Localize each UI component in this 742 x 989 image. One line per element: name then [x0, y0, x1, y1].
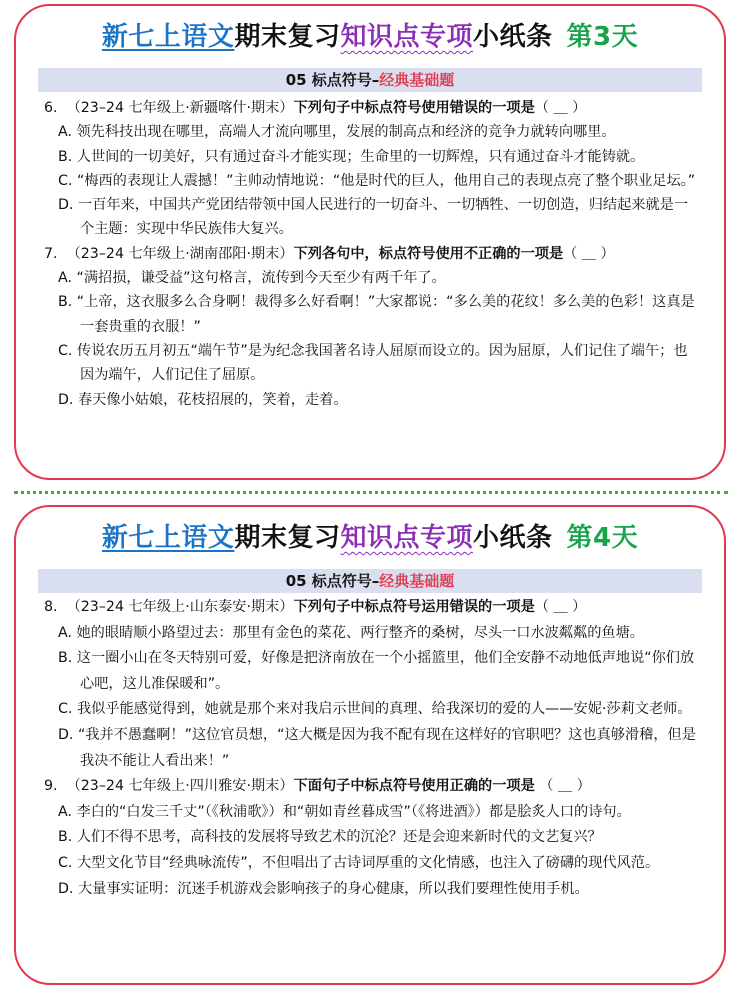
option-text: 传说农历五月初五“端午节”是为纪念我国著名诗人屈原而设立的。因为屈原，人们记住了端午；也因为端午，人们记住了屈原。	[76, 342, 688, 384]
option-c	[44, 851, 700, 877]
title-note: 小纸条	[472, 523, 553, 553]
question-number: 7.	[44, 245, 58, 262]
question-stem	[44, 774, 700, 800]
option-a	[44, 800, 700, 826]
section-prefix: 05 标点符号–	[285, 572, 380, 590]
option-text: 大型文化节目“经典咏流传”，不但唱出了古诗词厚重的文化情感，也注入了磅礴的现代风范。	[76, 854, 660, 871]
question-prompt: 下面句子中标点符号使用正确的一项是	[293, 778, 535, 795]
title-review: 期末复习	[234, 22, 341, 52]
option-label: C.	[58, 701, 73, 718]
option-label: A.	[58, 270, 72, 287]
option-label: D.	[58, 880, 74, 897]
answer-blank: （ ＿ ）	[534, 100, 587, 116]
option-text: “梅西的表现让人震撼！”主帅动情地说：“他是时代的巨人，他用自己的表现点亮了整个职业足坛。”	[76, 172, 696, 189]
question-stem	[44, 595, 700, 621]
option-text: 这一圈小山在冬天特别可爱，好像是把济南放在一个小摇篮里，他们全安静不动地低声地说“你们放心吧，这儿准保暖和”。	[76, 650, 695, 692]
option-d	[44, 877, 700, 903]
option-label: A.	[58, 124, 72, 141]
card-title	[16, 16, 724, 53]
option-text: “上帝，这衣服多么合身啊！裁得多么好看啊！”大家都说：“多么美的花纹！多么美的色彩！这真是一套贵重的衣服！”	[76, 294, 695, 335]
option-label: D.	[58, 726, 74, 743]
option-label: A.	[58, 624, 72, 641]
title-note: 小纸条	[472, 22, 553, 52]
title-grade-subject: 新七上语文	[101, 22, 235, 52]
card-title	[16, 517, 724, 554]
option-c	[44, 339, 700, 388]
worksheet-card-day-4	[14, 505, 726, 985]
question-source: （23–24 七年级上·四川雅安·期末）	[66, 778, 294, 795]
question-source: （23–24 七年级上·山东泰安·期末）	[66, 599, 294, 615]
option-text: 大量事实证明：沉迷手机游戏会影响孩子的身心健康，所以我们要理性使用手机。	[77, 880, 589, 897]
option-text: 她的眼睛顺小路望过去：那里有金色的菜花、两行整齐的桑树，尽头一口水波粼粼的鱼塘。	[76, 624, 644, 641]
title-review: 期末复习	[234, 523, 341, 553]
question-number: 9.	[44, 778, 58, 795]
answer-blank: （ ＿ ）	[534, 778, 591, 795]
option-label: B.	[58, 650, 73, 667]
section-prefix: 05 标点符号–	[285, 71, 380, 89]
question-source: （23–24 七年级上·湖南邵阳·期末）	[66, 245, 294, 262]
option-text: 李白的“白发三千丈”（《秋浦歌》）和“朝如青丝暮成雪”（《将进酒》）都是脍炙人口的诗句。	[76, 803, 631, 820]
option-c	[44, 169, 700, 193]
option-text: “我并不愚蠢啊！”这位官员想，“这大概是因为我不配有现在这样好的官职吧？这也真够滑稽，但是我决不能让人看出来！”	[77, 726, 696, 769]
question-list	[44, 595, 700, 902]
question-prompt: 下列句子中标点符号使用错误的一项是	[293, 100, 535, 116]
question-prompt: 下列句子中标点符号运用错误的一项是	[293, 599, 535, 615]
question-stem	[44, 96, 700, 120]
option-text: “满招损，谦受益”这句格言，流传到今天至少有两千年了。	[76, 270, 446, 287]
question-prompt: 下列各句中，标点符号使用不正确的一项是	[293, 245, 564, 262]
option-label: B.	[58, 148, 73, 165]
option-label: C.	[58, 854, 73, 871]
section-header	[38, 569, 702, 593]
worksheet-card-day-3	[14, 4, 726, 480]
section-highlight: 经典基础题	[379, 71, 455, 89]
option-text: 我似乎能感觉得到，她就是那个来对我启示世间的真理、给我深切的爱的人——安妮·莎莉文老师。	[76, 701, 692, 718]
option-label: A.	[58, 803, 72, 820]
answer-blank: （ ＿ ）	[563, 245, 615, 262]
option-a	[44, 621, 700, 647]
answer-blank: （ ＿ ）	[534, 599, 587, 615]
option-label: C.	[58, 172, 73, 189]
title-knowledge: 知识点专项	[340, 523, 473, 553]
dotted-divider	[14, 491, 728, 494]
option-d	[44, 723, 700, 774]
option-b	[44, 290, 700, 339]
option-text: 一百年来，中国共产党团结带领中国人民进行的一切奋斗、一切牺牲、一切创造，归结起来就是一个主题：实现中华民族伟大复兴。	[77, 197, 689, 238]
option-b	[44, 825, 700, 851]
question-source: （23–24 七年级上·新疆喀什·期末）	[66, 100, 294, 116]
option-text: 人世间的一切美好，只有通过奋斗才能实现；生命里的一切辉煌，只有通过奋斗才能铸就。	[76, 148, 645, 165]
section-header	[38, 68, 702, 92]
option-d	[44, 193, 700, 242]
option-label: B.	[58, 294, 73, 311]
option-text: 春天像小姑娘，花枝招展的，笑着，走着。	[77, 391, 348, 408]
option-label: D.	[58, 391, 74, 408]
question-list	[44, 96, 700, 412]
title-day: 第3天	[566, 22, 639, 52]
title-knowledge: 知识点专项	[340, 22, 473, 52]
option-a	[44, 266, 700, 290]
question-number: 8.	[44, 599, 58, 615]
option-text: 领先科技出现在哪里，高端人才流向哪里，发展的制高点和经济的竞争力就转向哪里。	[76, 124, 616, 141]
option-c	[44, 697, 700, 723]
question-number: 6.	[44, 100, 58, 116]
option-label: B.	[58, 829, 73, 846]
option-b	[44, 145, 700, 169]
option-label: D.	[58, 197, 74, 214]
option-label: C.	[58, 342, 73, 359]
option-b	[44, 646, 700, 697]
title-grade-subject: 新七上语文	[101, 523, 235, 553]
option-text: 人们不得不思考，高科技的发展将导致艺术的沉沦？还是会迎来新时代的文艺复兴？	[76, 829, 602, 846]
title-day: 第4天	[566, 523, 639, 553]
option-a	[44, 120, 700, 144]
option-d	[44, 388, 700, 412]
question-stem	[44, 242, 700, 266]
section-highlight: 经典基础题	[379, 572, 455, 590]
